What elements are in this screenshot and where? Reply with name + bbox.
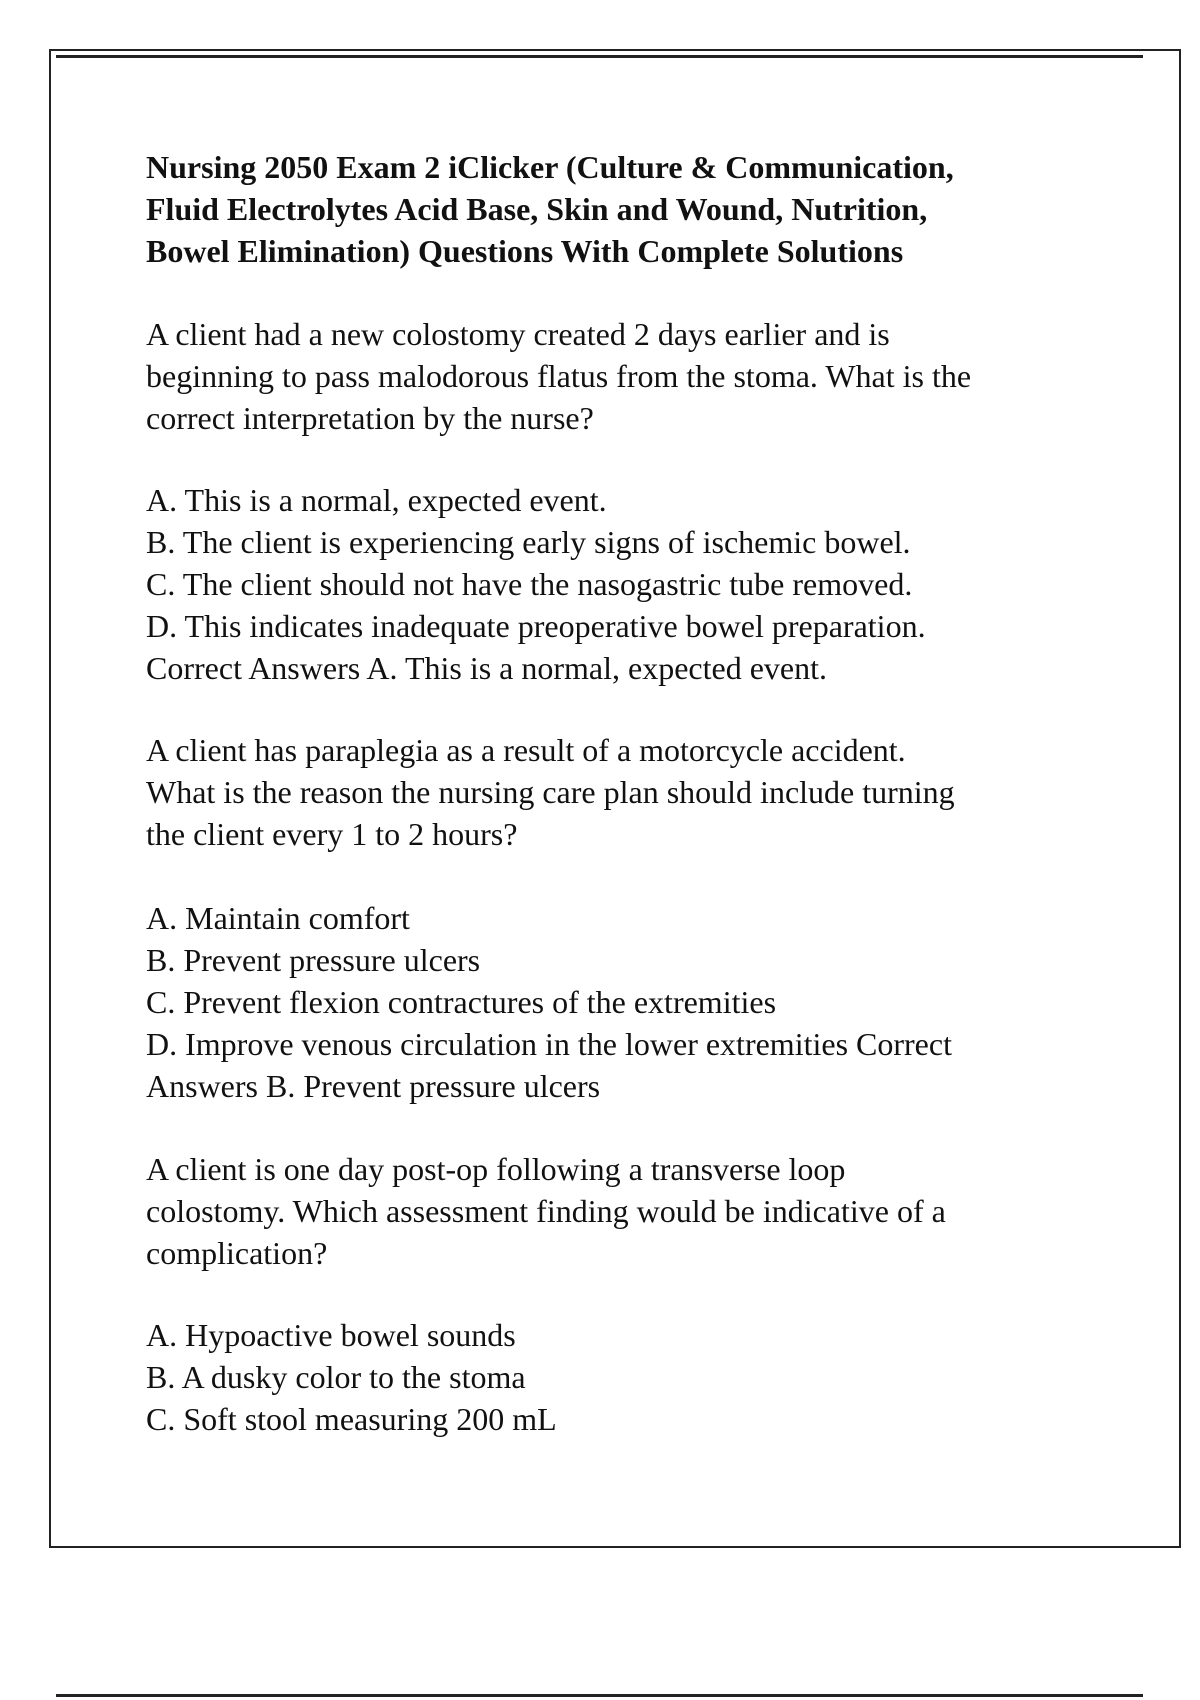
title-line: Fluid Electrolytes Acid Base, Skin and Wound, Nutrition,: [146, 191, 928, 227]
stem-line: A client is one day post-op following a transverse loop: [146, 1151, 846, 1187]
question-2-stem: [146, 729, 1146, 855]
option: B. The client is experiencing early signs of ischemic bowel.: [146, 524, 911, 560]
option: B. A dusky color to the stoma: [146, 1359, 526, 1395]
option: A. Maintain comfort: [146, 900, 410, 936]
option: A. This is a normal, expected event.: [146, 482, 607, 518]
stem-line: beginning to pass malodorous flatus from the stoma. What is the: [146, 358, 972, 394]
stem-line: correct interpretation by the nurse?: [146, 400, 594, 436]
option: D. Improve venous circulation in the lower extremities Correct: [146, 1026, 952, 1062]
stem-line: complication?: [146, 1235, 328, 1271]
option: D. This indicates inadequate preoperative bowel preparation.: [146, 608, 926, 644]
option: B. Prevent pressure ulcers: [146, 942, 481, 978]
stem-line: What is the reason the nursing care plan should include turning: [146, 774, 955, 810]
correct-answer: Correct Answers A. This is a normal, expected event.: [146, 650, 828, 686]
stem-line: colostomy. Which assessment finding would be indicative of a: [146, 1193, 946, 1229]
option: A. Hypoactive bowel sounds: [146, 1317, 516, 1353]
document-title: [146, 146, 1146, 272]
title-line: Nursing 2050 Exam 2 iClicker (Culture & Communication,: [146, 149, 954, 185]
question-2-options: [146, 897, 1146, 1107]
stem-line: the client every 1 to 2 hours?: [146, 816, 518, 852]
question-1-options: [146, 479, 1146, 689]
top-rule: [56, 55, 1143, 58]
stem-line: A client has paraplegia as a result of a motorcycle accident.: [146, 732, 906, 768]
bottom-rule: [56, 1694, 1143, 1697]
correct-answer: Answers B. Prevent pressure ulcers: [146, 1068, 601, 1104]
question-3-stem: [146, 1148, 1146, 1274]
title-line: Bowel Elimination) Questions With Complete Solutions: [146, 233, 904, 269]
option: C. The client should not have the nasogastric tube removed.: [146, 566, 913, 602]
question-3-options: [146, 1314, 1146, 1440]
option: C. Prevent flexion contractures of the extremities: [146, 984, 777, 1020]
stem-line: A client had a new colostomy created 2 days earlier and is: [146, 316, 890, 352]
option: C. Soft stool measuring 200 mL: [146, 1401, 557, 1437]
question-1-stem: [146, 313, 1146, 439]
